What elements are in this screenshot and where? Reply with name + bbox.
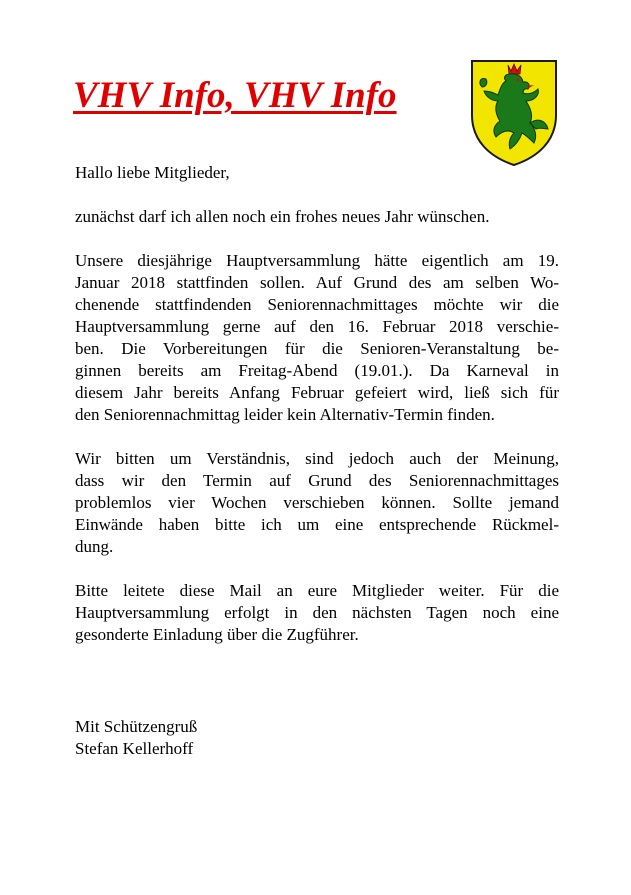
signer-name: Stefan Kellerhoff <box>75 739 194 758</box>
paragraph-forward-mail: Bitte leitete diese Mail an eure Mitglieder weiter. Für die Hauptversammlung erfolgt in den nächsten Tagen noch eine gesonderte Einladung über die Zugführer. <box>75 581 559 644</box>
greeting: Hallo liebe Mitglieder, <box>75 163 230 182</box>
paragraph-meeting-postponed: Unsere diesjährige Hauptversammlung hätte eigentlich am 19. Januar 2018 stattfinden sollen. Auf Grund des am selben Wo- chenende stattfindenden Seniorennachmittages möchte wir die Hauptversammlung gerne auf den 16. Februar 2018 verschie- ben. Die Vorbereitungen für die Senioren-Veranstaltung be- ginnen bereits am Freitag-Abend (19.01.). Da Karneval in diesem Jahr bereits Anfang Februar gefeiert wird, ließ sich für den Seniorennachmittag leider kein Alternativ-Termin finden. <box>75 251 559 424</box>
lion-coat-of-arms-icon <box>468 57 560 167</box>
paragraph-understanding: Wir bitten um Verständnis, sind jedoch auch der Meinung, dass wir den Termin auf Grund des Seniorennachmittages problemlos vier Wochen verschieben können. Sollte jemand Einwände haben bitte ich um eine entsprechende Rückmel- dung. <box>75 449 559 556</box>
letter-body <box>75 162 559 668</box>
signature-block <box>75 716 197 760</box>
page-title: VHV Info, VHV Info <box>73 75 397 116</box>
intro-paragraph: zunächst darf ich allen noch ein frohes neues Jahr wünschen. <box>75 207 490 226</box>
closing-text: Mit Schützengruß <box>75 717 198 736</box>
